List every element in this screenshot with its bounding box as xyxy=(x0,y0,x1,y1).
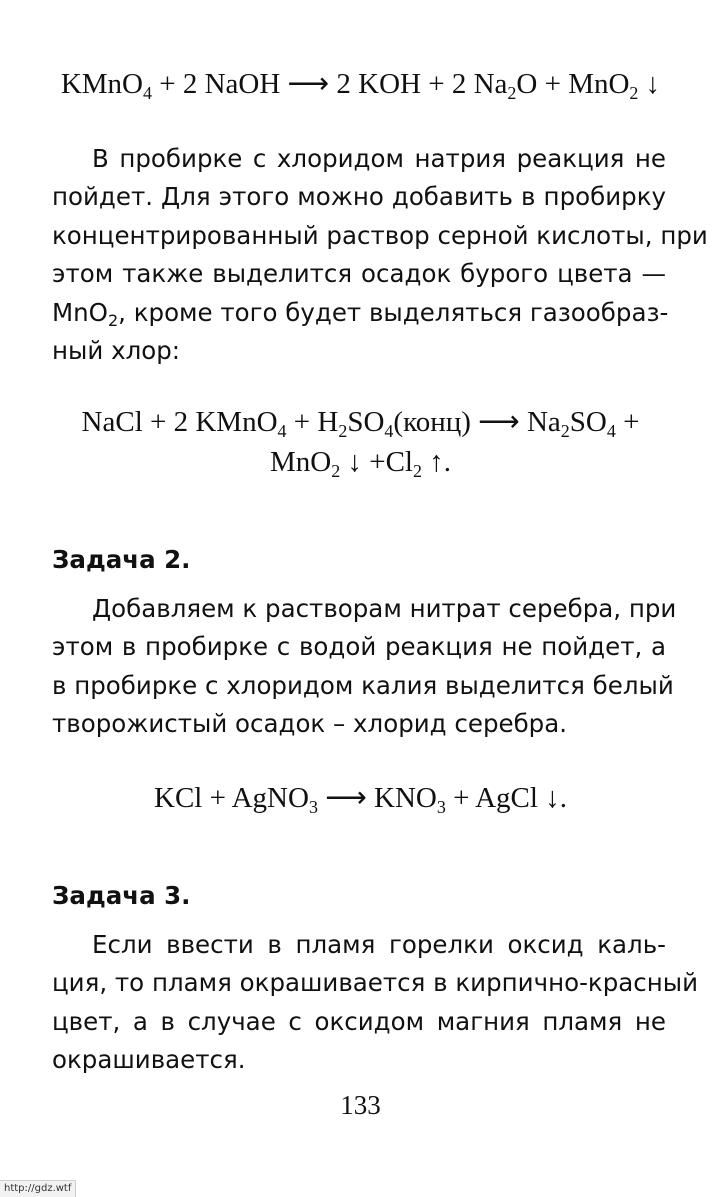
equation-text: SO xyxy=(347,406,385,438)
line-text: , кроме того будет выделяться газообраз- xyxy=(118,297,669,327)
paragraph-line: окрашивается. xyxy=(52,1045,246,1075)
equation-text: ↓ +Cl xyxy=(340,446,413,478)
formula-subscript: 2 xyxy=(107,310,119,330)
paragraph-line: в пробирке с хлоридом калия выделится белый xyxy=(52,670,674,700)
task3-heading: Задача 3. xyxy=(52,881,191,910)
equation-text: ↑. xyxy=(422,446,451,478)
paragraph-line: пойдет. Для этого можно добавить в пробирку xyxy=(52,182,666,212)
paragraph-line: этом также выделится осадок бурого цвета — xyxy=(52,259,666,289)
paragraph-task2 xyxy=(52,590,677,744)
paragraph-line: Если ввести в пламя горелки оксид каль- xyxy=(92,930,666,959)
paragraph-line: творожистый осадок – хлорид серебра. xyxy=(52,709,568,739)
paragraph-line: этом в пробирке с водой реакция не пойдет, а xyxy=(52,632,666,662)
equation-subscript: 2 xyxy=(413,461,422,481)
paragraph-line: ный хлор: xyxy=(52,335,181,365)
equation-text: KMnO xyxy=(60,68,143,100)
equation-subscript: 2 xyxy=(331,461,341,481)
equation-subscript: 2 xyxy=(629,83,639,103)
equation-text: O + MnO xyxy=(516,68,630,100)
equation-text: + 2 NaOH ⟶ 2 KOH + 2 Na xyxy=(152,68,508,100)
equation-text: (конц) ⟶ Na xyxy=(393,406,561,438)
paragraph-line: концентрированный раствор серной кислоты, при xyxy=(52,220,708,250)
equation-text: ↓ xyxy=(638,68,661,100)
equation-subscript: 4 xyxy=(606,421,616,441)
equation-subscript: 2 xyxy=(338,421,348,441)
equation-nacl-kmno4-line1 xyxy=(0,404,721,440)
equation-text: MnO xyxy=(270,446,332,478)
equation-text: + AgCl ↓. xyxy=(445,782,567,814)
equation-text: ⟶ KNO xyxy=(317,782,437,814)
equation-subscript: 2 xyxy=(507,83,517,103)
paragraph-line: Добавляем к растворам нитрат серебра, при xyxy=(92,594,677,623)
paragraph-nacl xyxy=(52,140,708,370)
paragraph-line xyxy=(52,294,669,332)
equation-subscript: 4 xyxy=(143,83,152,103)
paragraph-line: В пробирке с хлоридом натрия реакция не xyxy=(92,144,666,173)
equation-text: NaCl + 2 KMnO xyxy=(81,406,278,438)
paragraph-line: ция, то пламя окрашивается в кирпично-красный xyxy=(52,968,699,998)
equation-kmno4-naoh xyxy=(0,66,721,102)
equation-subscript: 4 xyxy=(277,421,287,441)
equation-text: KCl + AgNO xyxy=(154,782,309,814)
equation-subscript: 3 xyxy=(308,797,318,817)
watermark-link[interactable]: http://gdz.wtf xyxy=(0,1180,76,1197)
paragraph-task3 xyxy=(52,926,699,1080)
equation-subscript: 3 xyxy=(436,797,446,817)
formula-text: MnO xyxy=(52,297,108,327)
equation-subscript: 2 xyxy=(560,421,570,441)
equation-subscript: 4 xyxy=(384,421,394,441)
equation-text: SO xyxy=(569,406,607,438)
equation-text: + xyxy=(615,406,640,438)
equation-nacl-kmno4-line2 xyxy=(0,444,721,480)
task2-heading: Задача 2. xyxy=(52,545,191,574)
paragraph-line: цвет, а в случае с оксидом магния пламя не xyxy=(52,1006,666,1036)
equation-kcl-agno3 xyxy=(0,780,721,816)
page-number: 133 xyxy=(340,1090,381,1120)
equation-text: + H xyxy=(286,406,339,438)
